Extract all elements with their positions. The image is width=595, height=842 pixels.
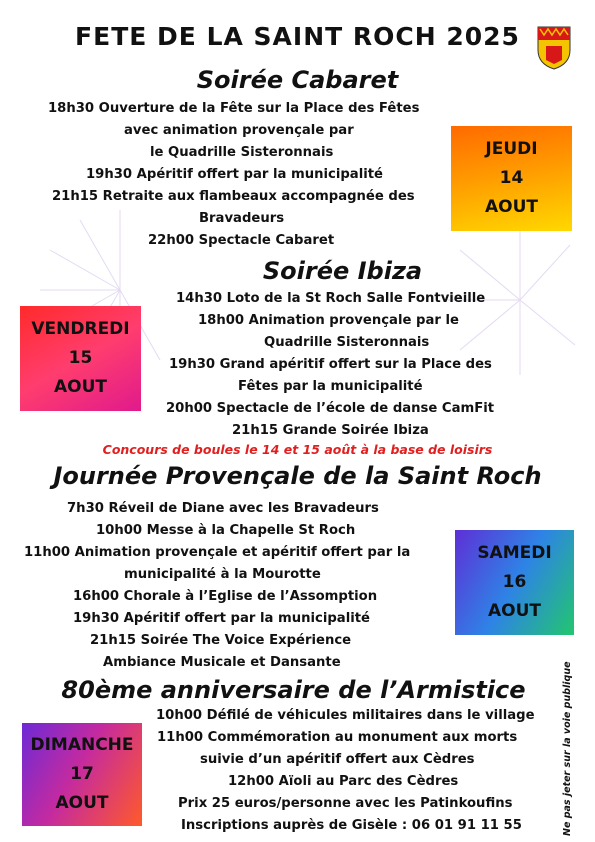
event-line: 22h00 Spectacle Cabaret	[148, 233, 335, 248]
event-line: 19h30 Grand apéritif offert sur la Place des	[169, 357, 492, 372]
event-line: 16h00 Chorale à l’Eglise de l’Assomption	[73, 589, 378, 604]
section-title-cabaret: Soirée Cabaret	[196, 66, 399, 94]
event-line: Bravadeurs	[199, 211, 285, 226]
event-line: 10h00 Défilé de véhicules militaires dans le village	[156, 708, 535, 723]
event-line: Ambiance Musicale et Dansante	[103, 655, 341, 670]
section-title-journee-provencale: Journée Provençale de la Saint Roch	[53, 462, 542, 490]
day-weekday: SAMEDI	[477, 543, 552, 563]
event-line: 19h30 Apéritif offert par la municipalité	[73, 611, 370, 626]
day-date: 17	[70, 764, 94, 784]
event-line: Fêtes par la municipalité	[238, 379, 423, 394]
side-note-vertical: Ne pas jeter sur la voie publique	[562, 661, 573, 836]
event-line: avec animation provençale par	[124, 123, 354, 138]
page-title: FETE DE LA SAINT ROCH 2025	[75, 22, 520, 51]
event-line: suivie d’un apéritif offert aux Cèdres	[200, 752, 475, 767]
day-badge-samedi	[455, 530, 574, 635]
event-line: 20h00 Spectacle de l’école de danse CamFit	[166, 401, 495, 416]
section-title-ibiza: Soirée Ibiza	[262, 257, 423, 285]
event-line: 7h30 Réveil de Diane avec les Bravadeurs	[67, 501, 379, 516]
event-line: 18h00 Animation provençale par le	[198, 313, 459, 328]
event-line: municipalité à la Mourotte	[124, 567, 321, 582]
event-line: Prix 25 euros/personne avec les Patinkoufins	[178, 796, 513, 811]
event-line: 18h30 Ouverture de la Fête sur la Place des Fêtes	[48, 101, 420, 116]
notice-boules: Concours de boules le 14 et 15 août à la base de loisirs	[102, 442, 493, 457]
event-line: 21h15 Grande Soirée Ibiza	[232, 423, 429, 438]
event-line: 11h00 Animation provençale et apéritif offert par la	[24, 545, 411, 560]
day-weekday: JEUDI	[485, 139, 538, 159]
day-month: AOUT	[484, 197, 538, 217]
day-weekday: VENDREDI	[31, 319, 130, 339]
event-line: 21h15 Retraite aux flambeaux accompagnée des	[52, 189, 415, 204]
day-weekday: DIMANCHE	[30, 735, 134, 755]
event-line: 11h00 Commémoration au monument aux morts	[157, 730, 518, 745]
day-badge-jeudi	[451, 126, 572, 231]
day-badge-vendredi	[20, 306, 141, 411]
day-month: AOUT	[487, 601, 541, 621]
day-date: 14	[499, 168, 524, 188]
event-line: 12h00 Aïoli au Parc des Cèdres	[228, 774, 459, 789]
event-line: 21h15 Soirée The Voice Expérience	[90, 633, 352, 648]
day-badge-dimanche	[22, 723, 142, 826]
day-date: 16	[502, 572, 527, 592]
event-line: 10h00 Messe à la Chapelle St Roch	[96, 523, 356, 538]
event-line: 14h30 Loto de la St Roch Salle Fontvieille	[176, 291, 486, 306]
event-line: Quadrille Sisteronnais	[264, 335, 430, 350]
event-line: le Quadrille Sisteronnais	[150, 145, 334, 160]
event-line: Inscriptions auprès de Gisèle : 06 01 91 11 55	[181, 818, 522, 833]
section-title-armistice: 80ème anniversaire de l’Armistice	[61, 676, 526, 704]
day-month: AOUT	[55, 793, 109, 813]
day-date: 15	[68, 348, 93, 368]
day-month: AOUT	[53, 377, 107, 397]
shield-crest-icon	[537, 26, 571, 70]
event-line: 19h30 Apéritif offert par la municipalité	[86, 167, 383, 182]
